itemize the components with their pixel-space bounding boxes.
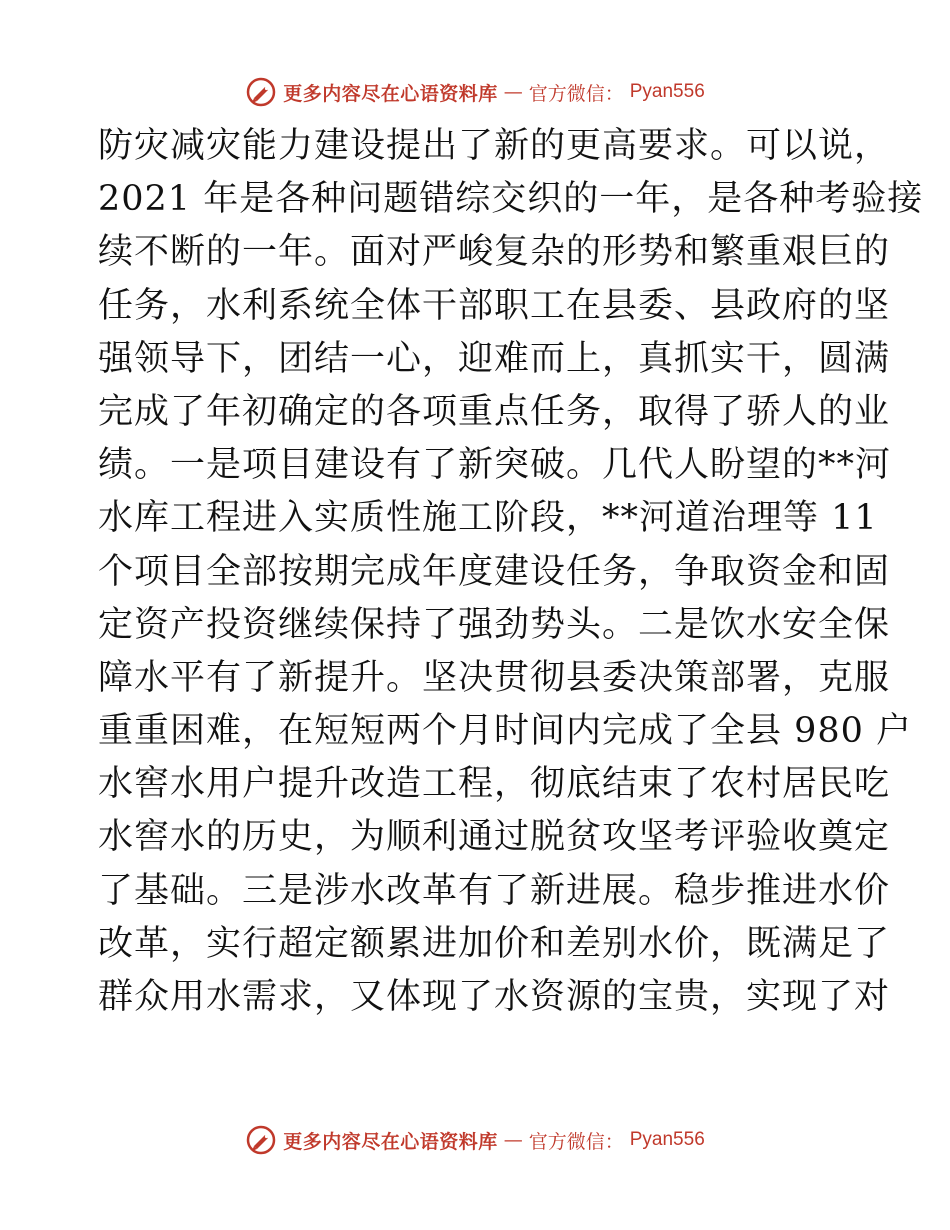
watermark-separator: — — [503, 1129, 523, 1151]
body-line: 绩。一是项目建设有了新突破。几代人盼望的**河 — [98, 445, 892, 486]
header-watermark — [0, 72, 950, 112]
watermark-contact-id: Pyan556 — [629, 1129, 705, 1150]
body-line: 群众用水需求，又体现了水资源的宝贵，实现了对 — [98, 977, 891, 1017]
watermark-contact-label: 官方微信： — [528, 1130, 624, 1153]
body-line: 重重困难，在短短两个月时间内完成了全县 980 户 — [98, 711, 913, 752]
watermark-separator: — — [503, 81, 523, 103]
watermark-contact-id: Pyan556 — [629, 81, 705, 102]
footer-watermark — [0, 1120, 950, 1160]
body-line: 水窖水的历史，为顺利通过脱贫攻坚考评验收奠定 — [98, 817, 891, 858]
body-line: 续不断的一年。面对严峻复杂的形势和繁重艰巨的 — [98, 232, 891, 273]
body-line: 完成了年初确定的各项重点任务，取得了骄人的业 — [98, 391, 891, 432]
document-body — [98, 120, 924, 1024]
pen-nib-logo-icon — [245, 76, 277, 108]
body-line: 水库工程进入实质性施工阶段，**河道治理等 11 — [98, 498, 878, 539]
body-line: 任务，水利系统全体干部职工在县委、县政府的坚 — [98, 285, 891, 326]
pen-nib-logo-icon — [245, 1124, 277, 1156]
body-line: 定资产投资继续保持了强劲势头。二是饮水安全保 — [98, 604, 891, 645]
body-line: 个项目全部按期完成年度建设任务，争取资金和固 — [98, 551, 891, 592]
watermark-brand: 更多内容尽在心语资料库 — [283, 82, 498, 105]
body-line: 2021 年是各种问题错综交织的一年，是各种考验接 — [98, 179, 924, 220]
body-line: 水窖水用户提升改造工程，彻底结束了农村居民吃 — [98, 764, 891, 805]
watermark-brand: 更多内容尽在心语资料库 — [283, 1130, 498, 1153]
body-line: 改革，实行超定额累进加价和差别水价，既满足了 — [98, 923, 891, 964]
body-line: 防灾减灾能力建设提出了新的更高要求。可以说， — [98, 126, 891, 166]
watermark-contact-label: 官方微信： — [528, 82, 624, 105]
body-line: 强领导下，团结一心，迎难而上，真抓实干，圆满 — [98, 338, 891, 379]
body-line: 了基础。三是涉水改革有了新进展。稳步推进水价 — [98, 870, 891, 911]
body-line: 障水平有了新提升。坚决贯彻县委决策部署，克服 — [98, 657, 891, 698]
